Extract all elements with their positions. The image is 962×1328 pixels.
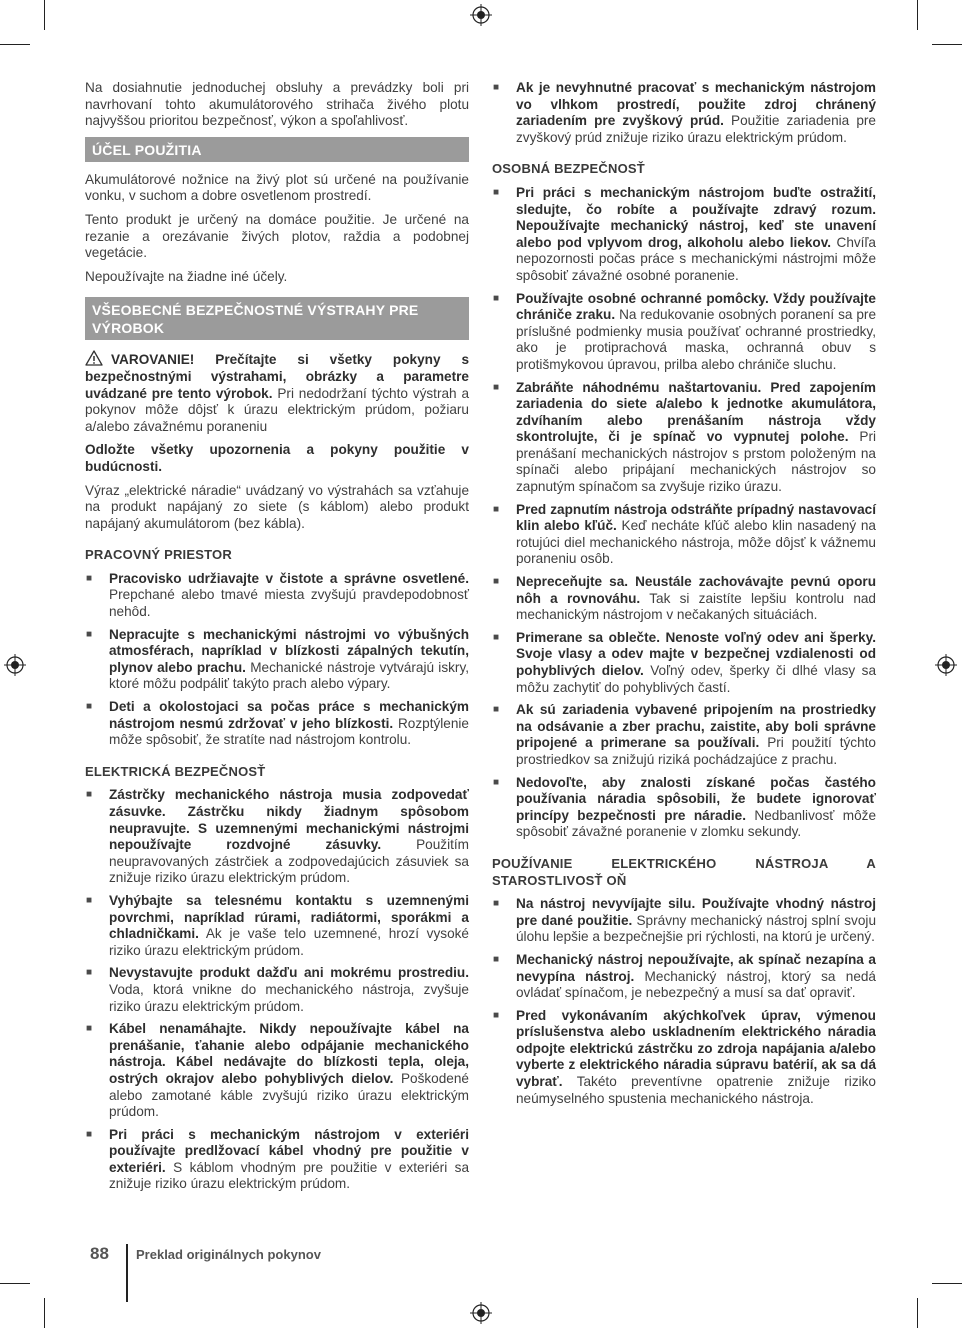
list-item-text: Voľný odev, šperky či dlhé vlasy sa môžu zachytiť do pohyblivých častí. (516, 663, 877, 695)
square-bullet-icon: ■ (493, 776, 500, 788)
list-item (85, 699, 469, 749)
tool-use-care-list (492, 896, 876, 1107)
list-item-bold-text: Nepreceňujte sa. Neustále zachovávajte pevnú oporu nôh a rovnováhu. (516, 574, 876, 606)
list-item-text: Mechanické nástroje vytvárajú iskry, ktoré môžu podpáliť takýto prach alebo výpary. (109, 659, 470, 692)
list-item-text: Ak je vaše telo uzemnené, hrozí vysoké riziko úrazu elektrickým prúdom. (109, 926, 469, 958)
square-bullet-icon: ■ (493, 631, 500, 643)
work-area-list (85, 571, 469, 749)
list-item-bold-text: Nedovoľte, aby znalosti získané počas častého používania náradia spôsobili, že budete ignorovať princípy bezpečnosti pre náradie. (516, 774, 876, 823)
electrical-safety-continued-list (492, 80, 876, 146)
page-number: 88 (90, 1244, 109, 1263)
list-item-text: Pri použití týchto prostriedkov sa znižujú riziká pochádzajúce z prachu. (516, 735, 876, 767)
list-item (492, 80, 876, 146)
list-item-text: S káblom vhodným pre použitie v exteriéri sa znižuje riziko úrazu elektrickým prúdom. (109, 1159, 469, 1192)
list-item-text: Na redukovanie osobných poranení sa pre príslušné podmienky musia používať ochranné prostriedky, ako je protiprachová maska, ochranná obuv s protišmykovou úpravou, prilba alebo chrániče sluchu. (516, 307, 876, 372)
registration-mark-icon (470, 1302, 492, 1324)
registration-mark-icon (935, 654, 957, 676)
list-item (492, 380, 876, 496)
list-item (85, 787, 469, 887)
list-item-bold-text: Zabráňte náhodnému naštartovaniu. Pred zapojením zariadenia do siete a/alebo k jednotke akumulátora, zdvíhaním alebo prenášaním nástroja vždy skontrolujte, či je spínač vo vypnutej polohe. (516, 379, 876, 445)
list-item-bold-text: Nepracujte s mechanickými nástrojmi vo výbušných atmosférach, napríklad v blízkosti zápalných tekutín, plynov alebo prachu. (109, 626, 469, 675)
crop-mark (44, 1298, 45, 1328)
footer-divider (126, 1244, 128, 1302)
list-item-text: Poškodené alebo zamotané káble zvyšujú riziko úrazu elektrickým prúdom. (109, 1070, 469, 1120)
list-item (492, 896, 876, 946)
crop-mark (932, 1283, 962, 1284)
list-item-bold-text: Na nástroj nevyvíjajte silu. Používajte vhodný nástroj pre dané použitie. (516, 896, 876, 928)
crop-mark (917, 0, 918, 30)
list-item-bold-text: Pri práci s mechanickým nástrojom buďte ostražití, sledujte, čo robíte a používajte zdravý rozum. Nepoužívajte mechanický nástroj, keď ste unavení alebo pod vplyvom drog, alkoholu alebo liekov. (516, 184, 876, 250)
list-item (85, 627, 469, 693)
subheading-personal-safety: OSOBNÁ BEZPEČNOSŤ (492, 161, 645, 177)
list-item (85, 1127, 469, 1193)
list-item-bold-text: Pri práci s mechanickým nástrojom v exteriéri používajte predlžovací kábel vhodný pre použitie v exteriéri. (109, 1126, 469, 1175)
list-item-bold-text: Primerane sa oblečte. Nenoste voľný odev ani šperky. Svoje vlasy a odev majte v bezpečnej vzdialenosti od pohyblivých dielov. (516, 629, 876, 678)
square-bullet-icon: ■ (86, 894, 93, 906)
personal-safety-list (492, 185, 876, 841)
subheading-work-area: PRACOVNÝ PRIESTOR (85, 547, 232, 563)
square-bullet-icon: ■ (86, 701, 93, 713)
list-item (85, 571, 469, 621)
list-item-bold-text: Zástrčky mechanického nástroja musia zodpovedať zásuvke. Zástrčku nikdy žiadnym spôsobom neupravujte. S uzemnenými mechanickými nástrojmi nepoužívajte rozdvojné zásuvky. (109, 787, 469, 853)
registration-mark-icon (4, 654, 26, 676)
purpose-paragraph: Nepoužívajte na žiadne iné účely. (85, 268, 288, 284)
list-item-bold-text: Deti a okolostojaci sa počas práce s mechanickým nástrojom nesmú zdržovať v jeho blízkosti. (109, 699, 469, 731)
list-item-text: Prepchané alebo tmavé miesta zvyšujú pravdepodobnosť nehôd. (109, 587, 469, 620)
list-item-text: Voda, ktorá vnikne do mechanického nástroja, zvyšuje riziko úrazu elektrickým prúdom. (109, 981, 469, 1014)
term-definition-paragraph: Výraz „elektrické náradie“ uvádzaný vo výstrahách sa vzťahuje na produkt napájaný zo siete (s káblom) alebo produkt napájaný akumulátorom (bez kábla). (85, 482, 469, 531)
square-bullet-icon: ■ (493, 1009, 500, 1021)
square-bullet-icon: ■ (493, 704, 500, 716)
warning-triangle-icon (85, 350, 103, 366)
list-item-text: Tak si zaistíte lepšiu kontrolu nad mechanickým nástrojom v nečakaných situáciách. (516, 590, 876, 623)
warning-paragraph (85, 350, 469, 435)
warning-bold-text: VAROVANIE! Prečítajte si všetky pokyny s bezpečnostnými výstrahami, obrázky a parametre uvádzané pre tento výrobok. (85, 352, 469, 401)
list-item-text: Mechanický nástroj, ktorý sa nedá ovládať spínačom, je nebezpečný a musí sa dať opraviť. (516, 968, 876, 1001)
crop-mark (917, 1298, 918, 1328)
square-bullet-icon: ■ (86, 628, 93, 640)
subheading-electrical-safety: ELEKTRICKÁ BEZPEČNOSŤ (85, 763, 266, 779)
square-bullet-icon: ■ (493, 576, 500, 588)
list-item-bold-text: Ak je nevyhnutné pracovať s mechanickým nástrojom vo vlhkom prostredí, použite zdroj chránený zariadením pre zvyškový prúd. (516, 80, 876, 129)
square-bullet-icon: ■ (493, 953, 500, 965)
list-item-text: Rozptýlenie môže spôsobiť, že stratíte nad nástrojom kontrolu. (109, 715, 469, 748)
purpose-paragraph: Akumulátorové nožnice na živý plot sú určené na používanie vonku, v suchom a dobre osvetlenom prostredí. (85, 171, 469, 204)
list-item-text: Chvíľa nepozornosti počas práce s mechanickými nástrojmi môže spôsobiť závažné osobné poranenie. (516, 234, 876, 283)
square-bullet-icon: ■ (493, 186, 500, 198)
list-item (492, 1008, 876, 1108)
list-item (492, 775, 876, 841)
list-item-text: Použitím neupravovaných zástrčiek a zodpovedajúcich zásuviek sa znižuje riziko úrazu elektrickým prúdom. (109, 837, 469, 886)
purpose-paragraph: Tento produkt je určený na domáce použitie. Je určené na rezanie a orezávanie živých plotov, raždia a podobnej vegetácie. (85, 211, 469, 261)
square-bullet-icon: ■ (86, 1023, 93, 1035)
subheading-tool-use-care: POUŽÍVANIE ELEKTRICKÉHO NÁSTROJA A STAROSTLIVOSŤ OŇ (492, 855, 876, 888)
square-bullet-icon: ■ (493, 381, 500, 393)
electrical-safety-list (85, 787, 469, 1193)
left-column (85, 80, 469, 1199)
square-bullet-icon: ■ (493, 292, 500, 304)
list-item-text: Takéto preventívne opatrenie znižuje riziko neúmyselného spustenia mechanického nástroja. (516, 1074, 876, 1106)
right-column (492, 80, 876, 1113)
list-item (492, 952, 876, 1002)
list-item-bold-text: Pred zapnutím nástroja odstráňte prípadný nastavovací klin alebo kľúč. (516, 501, 876, 534)
intro-paragraph: Na dosiahnutie jednoduchej obsluhy a prevádzky boli pri navrhovaní tohto akumulátorového strihača živého plotu najvyššou prioritou bezpečnosť, výkon a spoľahlivosť. (85, 80, 469, 129)
keep-instructions-text: Odložte všetky upozornenia a pokyny použitie v budúcnosti. (85, 442, 469, 474)
crop-mark (44, 0, 45, 30)
list-item-text: Správny mechanický nástroj splní svoju úlohu lepšie a bezpečnejšie pri rýchlosti, na ktorú je určený. (516, 912, 876, 945)
list-item-text: Keď necháte kľúč alebo klin nasadený na rotujúci diel mechanického nástroja, môže dôjsť k vážnemu poraneniu osôb. (516, 518, 876, 567)
list-item-text: Použitie zariadenia pre zvyškový prúd znižuje riziko úrazu elektrickým prúdom. (516, 113, 876, 145)
list-item (85, 893, 469, 959)
list-item-bold-text: Používajte osobné ochranné pomôcky. Vždy používajte chrániče zraku. (516, 290, 876, 323)
crop-mark (932, 44, 962, 45)
list-item (492, 630, 876, 696)
section-heading-general-safety: VŠEOBECNÉ BEZPEČNOSTNÉ VÝSTRAHY PRE VÝROBOK (85, 297, 469, 340)
square-bullet-icon: ■ (493, 898, 500, 910)
list-item-bold-text: Nevystavujte produkt dažďu ani mokrému prostrediu. (109, 965, 469, 981)
registration-mark-icon (470, 4, 492, 26)
list-item (492, 291, 876, 374)
list-item-text: Pri prenášaní mechanických nástrojov s prstom položeným na spínači alebo pripájaní mechanických nástrojov so zapnutým spínačom sa zvyšuje riziko úrazu. (516, 429, 876, 495)
warning-text: Pri nedodržaní týchto výstrah a pokynov môže dôjsť k úrazu elektrickým prúdom, požiaru a/alebo závažnému poraneniu (85, 385, 469, 434)
square-bullet-icon: ■ (86, 967, 93, 979)
list-item (85, 1021, 469, 1121)
square-bullet-icon: ■ (86, 1128, 93, 1140)
keep-instructions (85, 442, 469, 475)
square-bullet-icon: ■ (86, 789, 93, 801)
list-item-bold-text: Ak sú zariadenia vybavené pripojením na prostriedky na odsávanie a zber prachu, zaistite, aby boli správne pripojené a primerane sa používali. (516, 702, 876, 751)
list-item-bold-text: Pracovisko udržiavajte v čistote a správne osvetlené. (109, 570, 469, 586)
list-item (492, 702, 876, 768)
list-item-bold-text: Vyhýbajte sa telesnému kontaktu s uzemnenými povrchmi, napríklad rúrami, radiátormi, sporákmi a chladničkami. (109, 892, 469, 942)
list-item-bold-text: Mechanický nástroj nepoužívajte, ak spínač nezapína a nevypína nástroj. (516, 951, 876, 984)
section-heading-purpose: ÚČEL POUŽITIA (85, 137, 469, 162)
list-item (492, 502, 876, 568)
list-item-text: Nedbanlivosť môže spôsobiť závažné poranenie v zlomku sekundy. (516, 807, 876, 840)
list-item-bold-text: Pred vykonávaním akýchkoľvek úprav, výmenou príslušenstva alebo uskladnením elektrického náradia odpojte elektrickú zástrčku zo zdroja napájania a/alebo vyberte z elektrického náradia súpravu batérií, ak sa dá vybrať. (516, 1007, 876, 1090)
square-bullet-icon: ■ (493, 82, 500, 93)
footer-text: Preklad originálnych pokynov (136, 1247, 321, 1262)
list-item (492, 574, 876, 624)
list-item (492, 185, 876, 285)
square-bullet-icon: ■ (86, 572, 93, 584)
crop-mark (0, 44, 30, 45)
list-item-bold-text: Kábel nenamáhajte. Nikdy nepoužívajte kábel na prenášanie, ťahanie alebo odpájanie mechanického nástroja. Kábel nedávajte do blízkosti tepla, oleja, ostrých okrajov alebo pohyblivých dielov. (109, 1021, 469, 1086)
crop-mark (0, 1283, 30, 1284)
square-bullet-icon: ■ (493, 503, 500, 515)
list-item (85, 965, 469, 1015)
